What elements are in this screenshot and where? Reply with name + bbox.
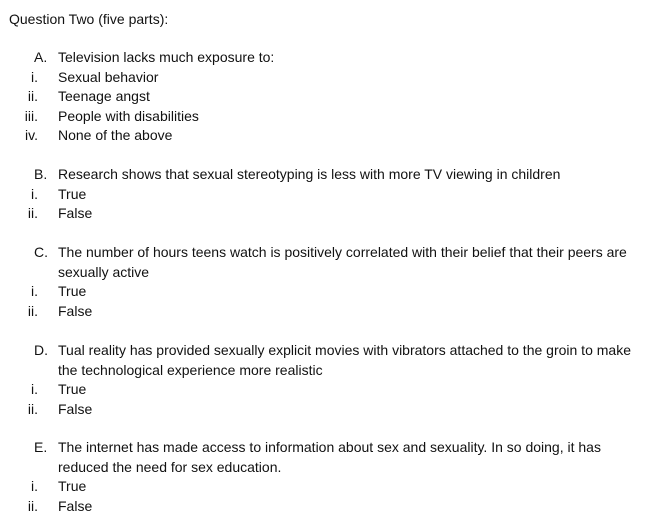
page-title: Question Two (five parts):: [9, 11, 169, 27]
option-text: False: [58, 497, 93, 514]
option-text: False: [58, 302, 93, 319]
option-text: None of the above: [58, 127, 173, 143]
question-text: Television lacks much exposure to:: [58, 49, 275, 65]
option-item: [0, 302, 649, 322]
option-number: i.: [31, 283, 38, 299]
option-number: ii.: [27, 88, 38, 104]
option-item: [0, 400, 649, 420]
question-d: [0, 341, 649, 419]
question-text: Tual reality has provided sexually explicit movies with vibrators attached to the groin to make the technological experience more realistic: [58, 342, 631, 378]
option-item: [0, 87, 649, 107]
option-text: People with disabilities: [58, 107, 199, 124]
option-text: Teenage angst: [58, 88, 150, 104]
option-number: i.: [31, 478, 38, 494]
option-item: [0, 282, 649, 302]
option-number: i.: [31, 185, 38, 202]
option-number: ii.: [27, 205, 38, 221]
question-letter: D.: [34, 342, 48, 358]
option-item: [0, 126, 649, 146]
option-number: iii.: [24, 107, 38, 124]
option-item: [0, 185, 649, 205]
option-text: False: [58, 400, 93, 417]
option-number: ii.: [27, 497, 38, 514]
option-text: True: [58, 283, 87, 299]
question-letter: E.: [34, 439, 48, 455]
question-stem: [0, 165, 649, 185]
option-text: Sexual behavior: [58, 68, 159, 85]
question-letter: A.: [34, 49, 48, 65]
question-text: The number of hours teens watch is positively correlated with their belief that their peers are sexually active: [58, 244, 627, 280]
question-a: [0, 48, 649, 146]
option-text: True: [58, 185, 87, 202]
question-text: Research shows that sexual stereotyping is less with more TV viewing in children: [58, 166, 561, 182]
option-item: [0, 204, 649, 224]
option-item: [0, 68, 649, 88]
option-item: [0, 477, 649, 497]
option-number: i.: [31, 381, 38, 397]
option-number: iv.: [25, 127, 38, 143]
option-item: [0, 497, 649, 517]
question-stem: [0, 48, 649, 68]
option-text: True: [58, 381, 87, 397]
option-number: ii.: [27, 302, 38, 319]
option-number: ii.: [27, 400, 38, 417]
option-text: True: [58, 478, 87, 494]
question-letter: C.: [34, 244, 48, 260]
question-stem: [0, 341, 649, 380]
option-item: [0, 380, 649, 400]
question-text: The internet has made access to information about sex and sexuality. In so doing, it has reduced the need for sex education.: [58, 439, 601, 475]
question-stem: [0, 243, 649, 282]
question-c: [0, 243, 649, 321]
question-e: [0, 438, 649, 516]
question-stem: [0, 438, 649, 477]
question-b: [0, 165, 649, 224]
option-item: [0, 107, 649, 127]
question-letter: B.: [34, 166, 48, 182]
option-text: False: [58, 205, 93, 221]
option-number: i.: [31, 68, 38, 85]
